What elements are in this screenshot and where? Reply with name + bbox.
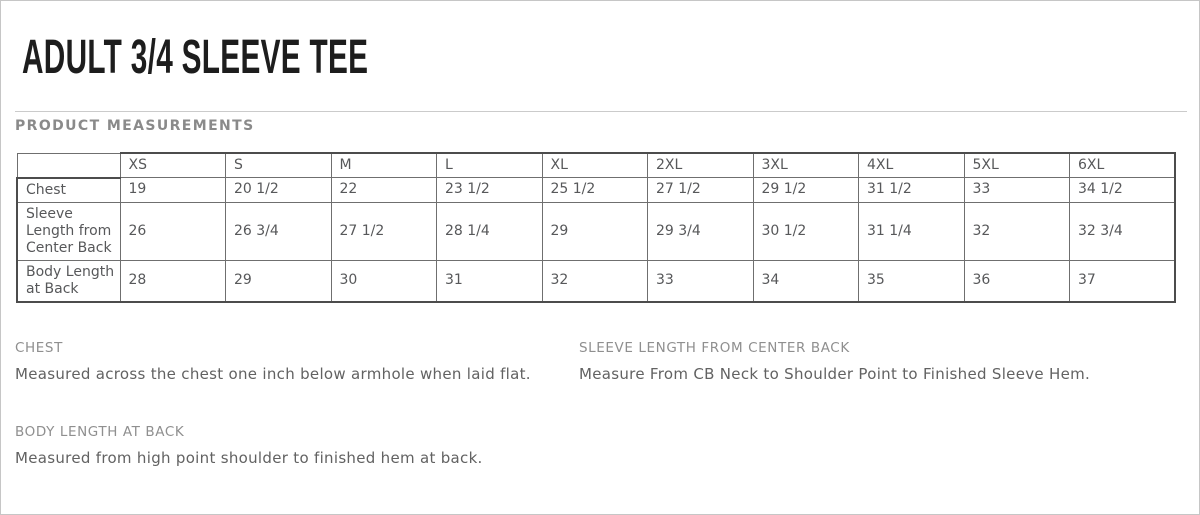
measurement-value-cell: 37 (1070, 260, 1176, 302)
measurement-value-cell: 29 (226, 260, 332, 302)
definition-sleeve-length (579, 340, 1090, 383)
measurement-value-cell: 35 (859, 260, 965, 302)
definition-description-body-length: Measured from high point shoulder to finished hem at back. (15, 449, 483, 467)
measurement-value-cell: 22 (331, 178, 437, 203)
size-column-header-2xl: 2XL (648, 153, 754, 178)
size-column-header-3xl: 3XL (753, 153, 859, 178)
measurement-value-cell: 34 1/2 (1070, 178, 1176, 203)
measurement-value-cell: 32 (964, 202, 1070, 260)
measurement-value-cell: 19 (120, 178, 226, 203)
measurement-value-cell: 31 1/2 (859, 178, 965, 203)
measurement-value-cell: 27 1/2 (331, 202, 437, 260)
measurement-value-cell: 29 3/4 (648, 202, 754, 260)
measurement-value-cell: 31 (437, 260, 543, 302)
definition-chest (15, 340, 531, 383)
table-row-chest (17, 178, 1175, 203)
measurement-value-cell: 30 1/2 (753, 202, 859, 260)
table-row-body-length (17, 260, 1175, 302)
measurement-row-label-body-length: Body Length at Back (17, 260, 120, 302)
definition-term-sleeve-length: SLEEVE LENGTH FROM CENTER BACK (579, 340, 850, 356)
section-divider (15, 111, 1187, 112)
measurement-value-cell: 29 (542, 202, 648, 260)
definition-description-chest: Measured across the chest one inch below armhole when laid flat. (15, 365, 531, 383)
measurement-value-cell: 31 1/4 (859, 202, 965, 260)
measurement-row-label-chest: Chest (17, 178, 120, 203)
measurement-value-cell: 32 3/4 (1070, 202, 1176, 260)
size-column-header-xs: XS (120, 153, 226, 178)
product-measurements-heading: PRODUCT MEASUREMENTS (15, 118, 255, 134)
measurement-row-label-sleeve-length: Sleeve Length from Center Back (17, 202, 120, 260)
measurement-value-cell: 26 (120, 202, 226, 260)
size-header-row (17, 153, 1175, 178)
definition-body-length (15, 424, 483, 467)
measurement-value-cell: 36 (964, 260, 1070, 302)
size-column-header-4xl: 4XL (859, 153, 965, 178)
definition-description-sleeve-length: Measure From CB Neck to Shoulder Point to Finished Sleeve Hem. (579, 365, 1091, 383)
table-corner-spacer (17, 153, 120, 178)
measurement-value-cell: 27 1/2 (648, 178, 754, 203)
size-column-header-6xl: 6XL (1070, 153, 1176, 178)
measurement-value-cell: 25 1/2 (542, 178, 648, 203)
measurement-value-cell: 34 (753, 260, 859, 302)
measurement-value-cell: 20 1/2 (226, 178, 332, 203)
definition-term-chest: CHEST (15, 340, 63, 356)
size-column-header-5xl: 5XL (964, 153, 1070, 178)
measurement-value-cell: 33 (648, 260, 754, 302)
size-chart-table (16, 152, 1176, 303)
size-column-header-s: S (226, 153, 332, 178)
size-column-header-xl: XL (542, 153, 648, 178)
definition-term-body-length: BODY LENGTH AT BACK (15, 424, 185, 440)
measurement-value-cell: 28 (120, 260, 226, 302)
measurement-value-cell: 28 1/4 (437, 202, 543, 260)
measurement-value-cell: 23 1/2 (437, 178, 543, 203)
table-row-sleeve-length (17, 202, 1175, 260)
size-column-header-l: L (437, 153, 543, 178)
page-title: ADULT 3/4 SLEEVE TEE (22, 31, 369, 84)
measurement-value-cell: 33 (964, 178, 1070, 203)
measurement-value-cell: 29 1/2 (753, 178, 859, 203)
measurement-value-cell: 26 3/4 (226, 202, 332, 260)
measurement-value-cell: 32 (542, 260, 648, 302)
measurement-value-cell: 30 (331, 260, 437, 302)
size-column-header-m: M (331, 153, 437, 178)
